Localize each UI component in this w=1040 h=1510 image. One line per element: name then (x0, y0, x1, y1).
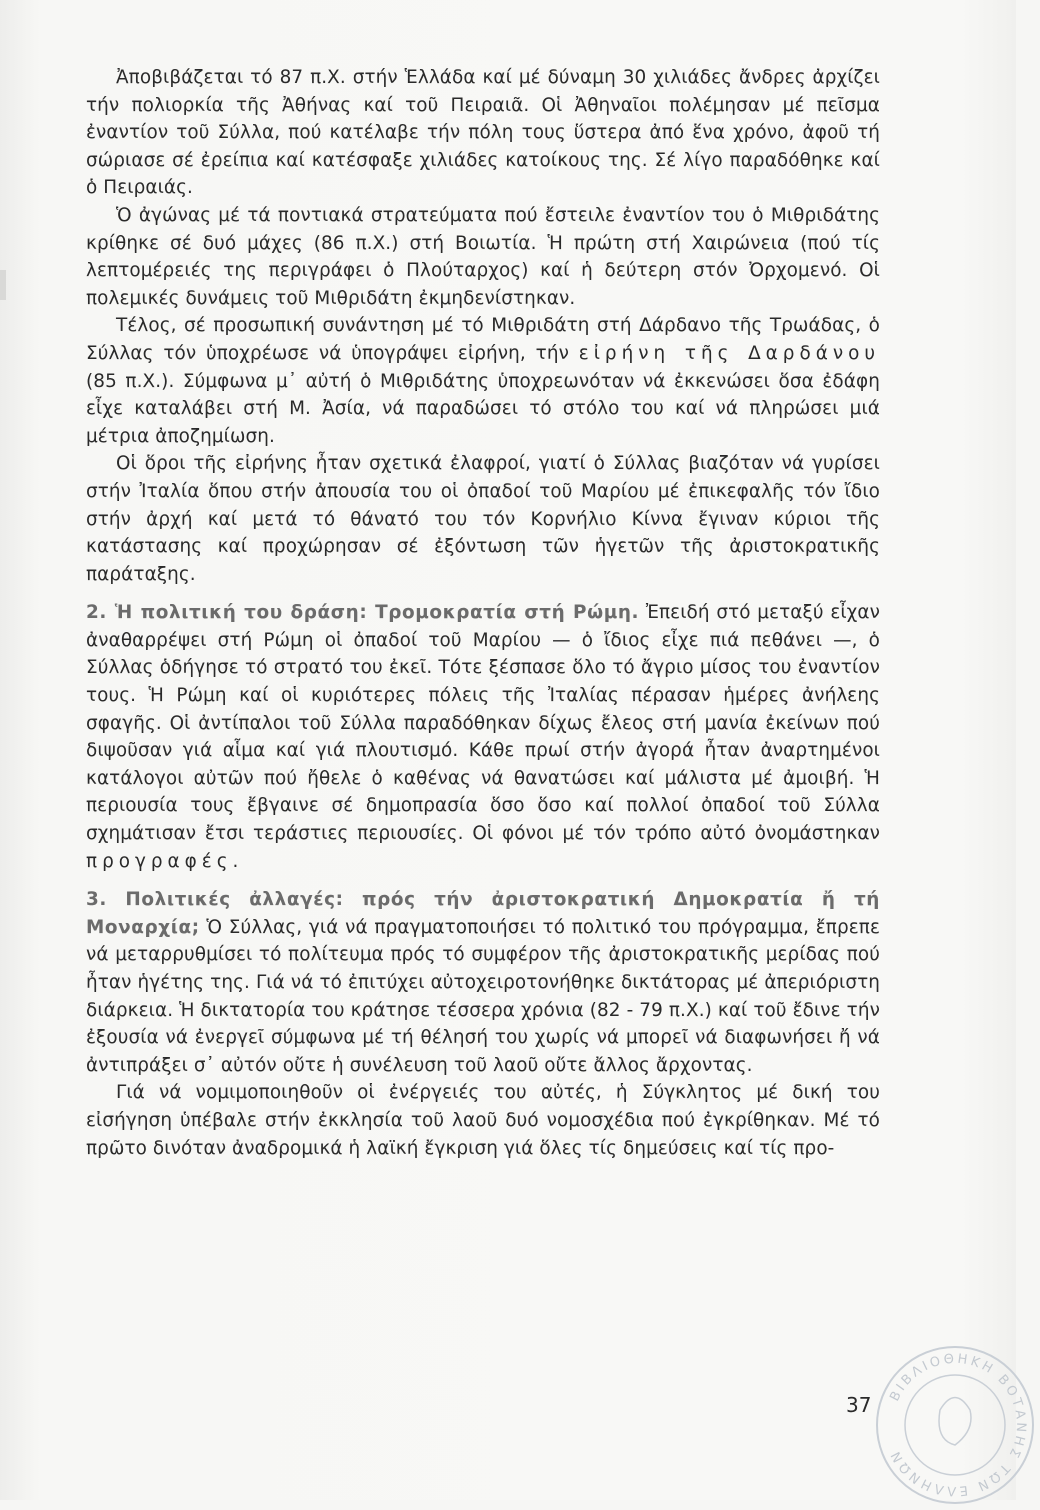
scan-mark (0, 270, 6, 300)
section-3-heading: 3. Πολιτικές ἀλλαγές: πρός τήν ἀριστοκρατική Δημοκρατία ἤ τή Μοναρχία; (86, 889, 880, 938)
library-stamp-icon (870, 1340, 1040, 1510)
proscriptions-emphasis: προγραφές. (86, 850, 244, 872)
page-number: 37 (846, 1393, 872, 1417)
paragraph-3-text-before: Τέλος, σέ προσωπική συνάντηση μέ τό Μιθριδάτη στή Δάρδανο τῆς Τρωάδας, ὁ Σύλλας τόν ὑποχρέωσε νά ὑπογράψει εἰρήνη, τήν (86, 315, 880, 364)
section-3-text: Ὁ Σύλλας, γιά νά πραγματοποιήσει τό πολιτικό του πρόγραμμα, ἔπρεπε νά μεταρρυθμίσει τό πολίτευμα πρός τό συμφέρον τῆς ἀριστοκρατικῆς μερίδας πού ἦταν ἡγέτης της. Γιά νά τό ἐπιτύχει αὐτοχειροτονήθηκε δικτάτορας μέ ἀπεριόριστη διάρκεια. Ἡ δικτατορία του κράτησε τέσσερα χρόνια (82 - 79 π.Χ.) καί τοῦ ἔδινε τήν ἐξουσία νά ἐνεργεῖ σύμφωνα μέ τή θέλησή του χωρίς νά μπορεῖ νά διαφωνήσει ἤ νά ἀντιπράξει σ᾽ αὐτόν οὔτε ἡ συνέλευση τοῦ λαοῦ οὔτε ἄλλος ἄρχοντας. (86, 916, 880, 1076)
stamp-text: ΒΙΒΛΙΟΘΗΚΗ ΒΟΤΑΝΗΣ ΤΩΝ ΕΛΛΗΝΩΝ (887, 1351, 1029, 1499)
section-2 (86, 599, 880, 875)
section-2-text: Ἐπειδή στό μεταξύ εἶχαν ἀναθαρρέψει στή Ρώμη οἱ ὀπαδοί τοῦ Μαρίου — ὁ ἴδιος εἶχε πιά πεθάνει —, ὁ Σύλλας ὁδήγησε τό στρατό του ἐκεῖ. Τότε ξέσπασε ὅλο τό ἄγριο μίσος του ἐναντίον τους. Ἡ Ρώμη καί οἱ κυριότερες πόλεις τῆς Ἰταλίας πέρασαν ἡμέρες ἀνήλεης σφαγῆς. Οἱ ἀντίπαλοι τοῦ Σύλλα παραδόθηκαν δίχως ἔλεος στή μανία ἐκείνων πού διψοῦσαν γιά αἷμα καί γιά πλουτισμό. Κάθε πρωί στήν ἀγορά ἦταν ἀναρτημένοι κατάλογοι αὐτῶν πού ἤθελε ὁ καθένας νά θανατώσει καί μάλιστα μέ ἀμοιβή. Ἡ περιουσία τους ἔβγαινε σέ δημοπρασία ὅσο ὅσο καί πολλοί ὀπαδοί τοῦ Σύλλα σχημάτισαν ἔτσι τεράστιες περιουσίες. Οἱ φόνοι μέ τόν τρόπο αὐτό ὀνομάστηκαν (86, 602, 881, 845)
svg-text:ΒΙΒΛΙΟΘΗΚΗ ΒΟΤΑΝΗΣ ΤΩΝ ΕΛΛΗΝΩΝ (887, 1352, 1028, 1499)
paragraph-4 (86, 450, 880, 588)
paragraph-1 (86, 64, 880, 202)
section-3 (86, 886, 880, 1079)
paragraph-2 (86, 202, 880, 312)
paragraph-3 (86, 312, 880, 450)
paragraph-2-text: Ὁ ἀγώνας μέ τά ποντιακά στρατεύματα πού ἔστειλε ἐναντίον του ὁ Μιθριδάτης κρίθηκε σέ δυό μάχες (86 π.Χ.) στή Βοιωτία. Ἡ πρώτη στή Χαιρώνεια (πού τίς λεπτομέρειές της περιγράφει ὁ Πλούταρχος) καί ἡ δεύτερη στόν Ὀρχομενό. Οἱ πολεμικές δυνάμεις τοῦ Μιθριδάτη ἐκμηδενίστηκαν. (86, 204, 880, 309)
paragraph-3-text-after: (85 π.Χ.). Σύμφωνα μ᾽ αὐτή ὁ Μιθριδάτης ὑποχρεωνόταν νά ἐκκενώσει ὅσα ἐδάφη εἶχε καταλάβει στή Μ. Ἀσία, νά παραδώσει τό στόλο του καί νά πληρώσει μιά μέτρια ἀποζημίωση. (86, 370, 880, 447)
peace-of-dardanos-emphasis: εἰρήνη τῆς Δαρδάνου (578, 342, 880, 364)
paragraph-last-text: Γιά νά νομιμοποιηθοῦν οἱ ἐνέργειές του αὐτές, ἡ Σύγκλητος μέ δική του εἰσήγηση ὑπέβαλε στήν ἐκκλησία τοῦ λαοῦ δυό νομοσχέδια πού ἐγκρίθηκαν. Μέ τό πρῶτο δινόταν ἀναδρομικά ἡ λαϊκή ἔγκριση γιά ὅλες τίς δημεύσεις καί τίς προ- (86, 1082, 880, 1159)
paragraph-1-text: Ἀποβιβάζεται τό 87 π.Χ. στήν Ἑλλάδα καί μέ δύναμη 30 χιλιάδες ἄνδρες ἀρχίζει τήν πολιορκία τῆς Ἀθήνας καί τοῦ Πειραιᾶ. Οἱ Ἀθηναῖοι πολέμησαν μέ πεῖσμα ἐναντίον τοῦ Σύλλα, πού κατέλαβε τήν πόλη τους ὕστερα ἀπό ἕνα χρόνο, ἀφοῦ τή σώριασε σέ ἐρείπια καί κατέσφαξε χιλιάδες κατοίκους της. Σέ λίγο παραδόθηκε καί ὁ Πειραιάς. (86, 67, 880, 199)
paragraph-last (86, 1079, 880, 1162)
paragraph-4-text: Οἱ ὅροι τῆς εἰρήνης ἦταν σχετικά ἐλαφροί, γιατί ὁ Σύλλας βιαζόταν νά γυρίσει στήν Ἰταλία ὅπου στήν ἀπουσία του οἱ ὀπαδοί τοῦ Μαρίου μέ ἐπικεφαλῆς τόν ἴδιο στήν ἀρχή καί μετά τό θάνατό του τόν Κορνήλιο Κίννα ἔγιναν κύριοι τῆς κατάστασης καί προχώρησαν σέ ἐξόντωση τῶν ἡγετῶν τῆς ἀριστοκρατικῆς παράταξης. (86, 453, 880, 585)
section-2-heading: 2. Ἡ πολιτική του δράση: Τρομοκρατία στή Ρώμη. (86, 602, 640, 624)
page-body (86, 64, 880, 1162)
